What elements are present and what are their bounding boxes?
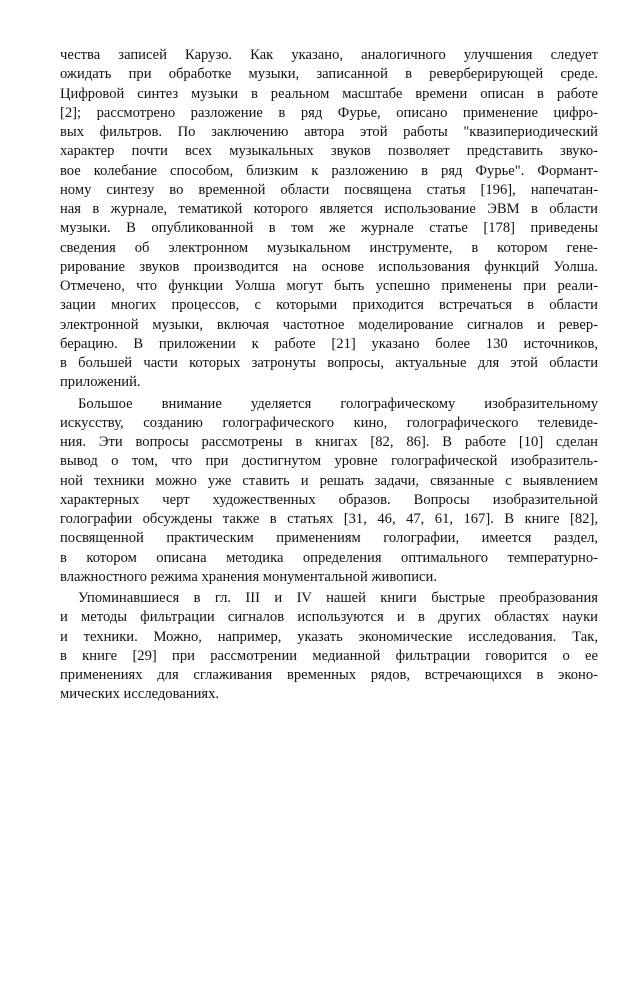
text-line: и техники. Можно, например, указать экономические исследования. Так, — [60, 628, 598, 645]
text-line: электронной музыки, включая частотное моделирование сигналов и ревер- — [60, 316, 598, 333]
text-line: берацию. В приложении к работе [21] указано более 130 источников, — [60, 335, 598, 352]
text-line: ожидать при обработке музыки, записанной в реверберирующей среде. — [60, 66, 598, 83]
text-line: характерных черт художественных образов. Вопросы изобразительной — [60, 491, 598, 508]
paragraph-holography — [60, 395, 598, 588]
document-page — [60, 46, 598, 705]
text-line: применениях для сглаживания временных рядов, встречающихся в эконо- — [60, 667, 598, 683]
text-line: рирование звуков производится на основе использования функций Уолша. — [60, 258, 598, 275]
text-line: мических исследованиях. — [60, 686, 220, 703]
text-line: в большей части которых затронуты вопросы, актуальные для этой области — [60, 355, 598, 371]
text-line: искусству, созданию голографического кино, голографического телевиде- — [60, 414, 598, 431]
text-line: ной техники можно уже ставить и решать задачи, связанные с выявлением — [60, 472, 598, 489]
text-line: вых фильтров. По заключению автора этой работы "квазипериодический — [60, 124, 598, 140]
text-line: вывод о том, что при достигнутом уровне голографической изобразитель- — [60, 453, 598, 470]
text-line: вое колебание способом, близким к разложению в ряд Фурье". Формант- — [60, 162, 598, 179]
text-line: в книге [29] при рассмотрении медианной фильтрации говорится о ее — [60, 647, 598, 664]
text-line: ния. Эти вопросы рассмотрены в книгах [82, 86]. В работе [10] сделан — [60, 434, 598, 450]
text-line: голографии обсуждены также в статьях [31, 46, 47, 61, 167]. В книге [82], — [60, 511, 598, 527]
text-line: в котором описана методика определения оптимального температурно- — [60, 549, 598, 566]
text-line: сведения об электронном музыкальном инструменте, в котором гене- — [60, 239, 598, 256]
text-line: и методы фильтрации сигналов используются и в других областях науки — [60, 609, 598, 626]
text-line: зации многих процессов, с которыми приходится встречаться в области — [60, 297, 598, 314]
paragraph-music — [60, 46, 598, 393]
text-line: Большое внимание уделяется голографическому изобразительному — [78, 395, 598, 412]
paragraph-economics — [60, 589, 598, 705]
text-line: чества записей Карузо. Как указано, аналогичного улучшения следует — [60, 47, 598, 63]
text-line: Цифровой синтез музыки в реальном масштабе времени описан в работе — [60, 85, 598, 102]
text-line: [2]; рассмотрено разложение в ряд Фурье, описано применение цифро- — [60, 104, 598, 121]
text-line: Упоминавшиеся в гл. III и IV нашей книги быстрые преобразования — [78, 590, 598, 606]
text-line: ная в журнале, тематикой которого является использование ЭВМ в области — [60, 201, 598, 217]
text-line: ному синтезу во временной области посвящена статья [196], напечатан- — [60, 181, 598, 198]
text-line: Отмечено, что функции Уолша могут быть успешно применены при реали- — [60, 278, 598, 294]
text-line: музыки. В опубликованной в том же журнале статье [178] приведены — [60, 220, 598, 237]
text-line: влажностного режима хранения монументальной живописи. — [60, 568, 437, 585]
text-line: характер почти всех музыкальных звуков позволяет представить звуко- — [60, 143, 598, 160]
text-line: посвященной практическим применениям голографии, имеется раздел, — [60, 530, 598, 547]
text-line: приложений. — [60, 374, 141, 391]
